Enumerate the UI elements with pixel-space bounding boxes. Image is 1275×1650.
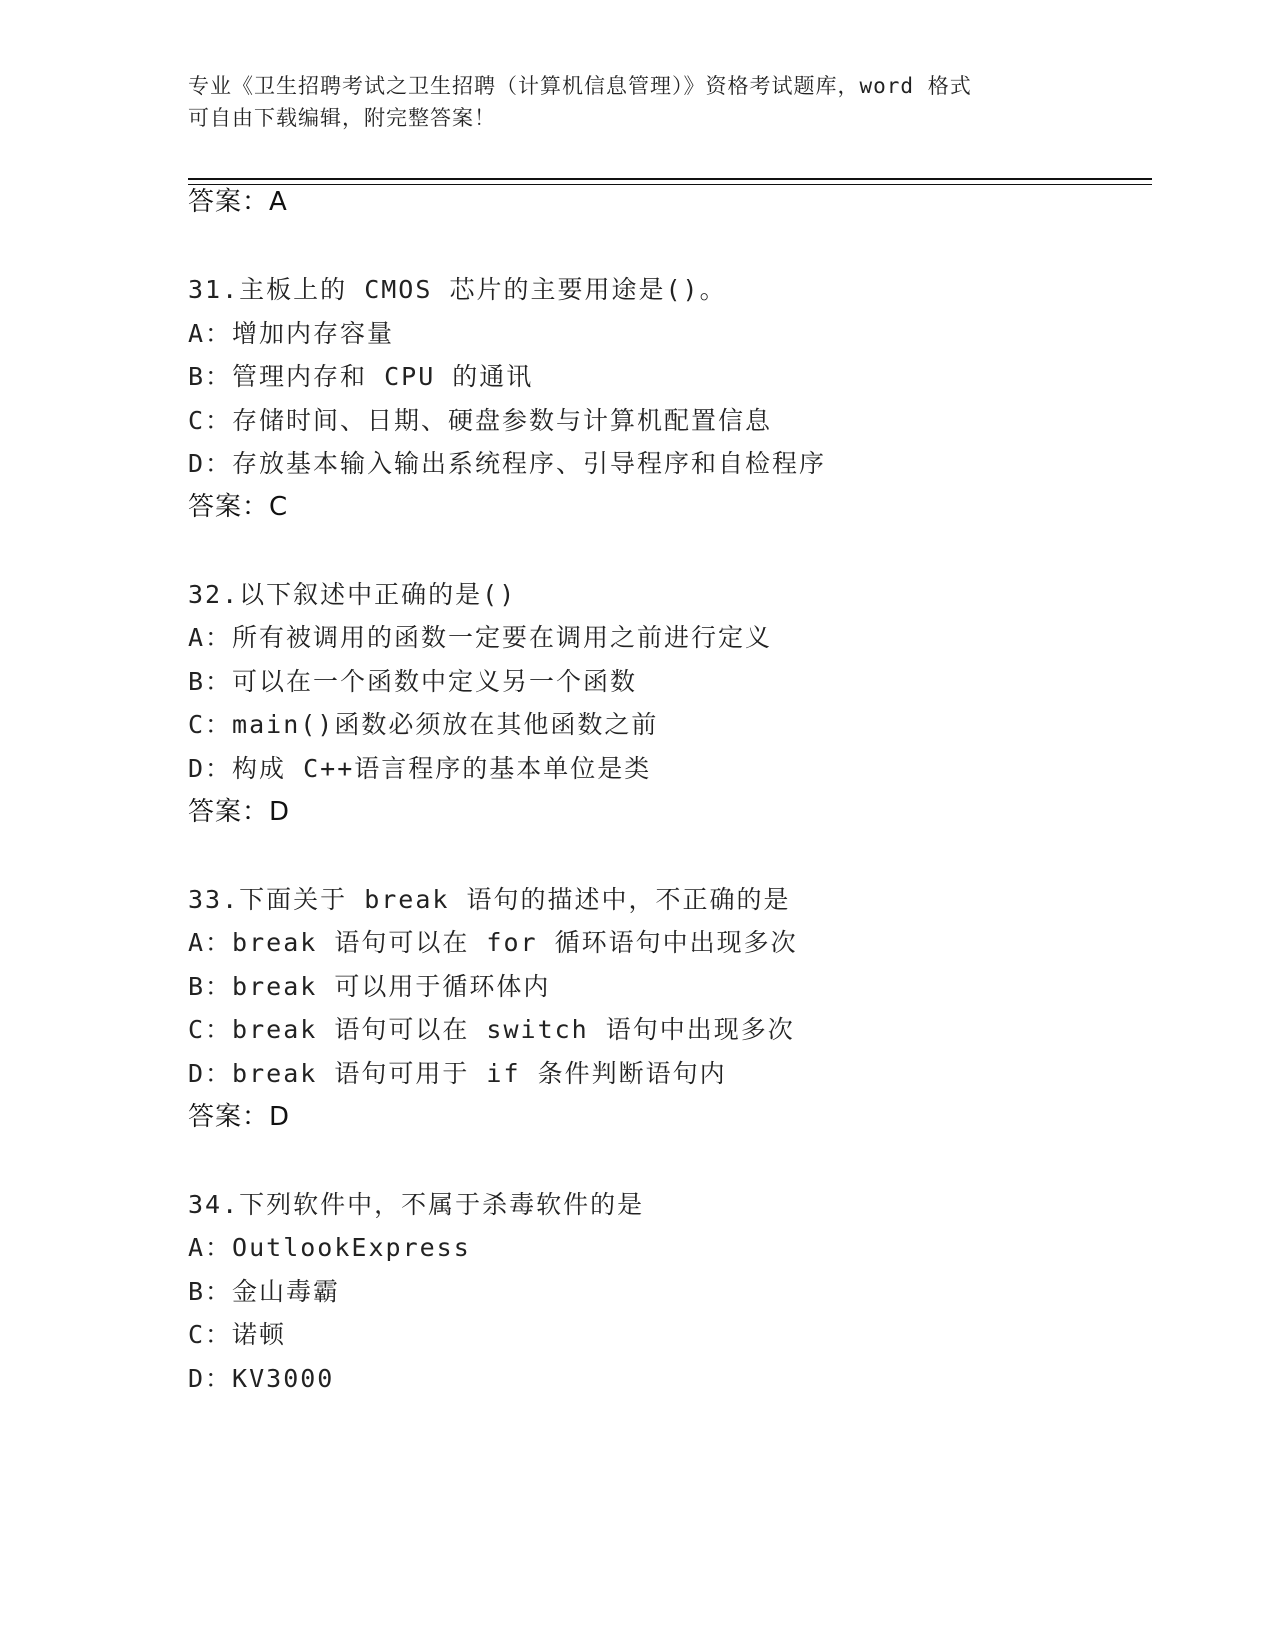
question-31-option-c: C：存储时间、日期、硬盘参数与计算机配置信息 <box>188 406 773 435</box>
question-32-option-c: C：main()函数必须放在其他函数之前 <box>188 710 659 739</box>
question-33-stem: 33.下面关于 break 语句的描述中，不正确的是 <box>188 885 791 914</box>
question-33-option-d: D：break 语句可用于 if 条件判断语句内 <box>188 1059 727 1088</box>
question-32-option-a: A：所有被调用的函数一定要在调用之前进行定义 <box>188 623 773 652</box>
question-33-option-b: B：break 可以用于循环体内 <box>188 972 551 1001</box>
question-32-stem: 32.以下叙述中正确的是() <box>188 580 517 609</box>
question-34-stem: 34.下列软件中，不属于杀毒软件的是 <box>188 1190 645 1219</box>
question-31-option-d: D：存放基本输入输出系统程序、引导程序和自检程序 <box>188 449 827 478</box>
question-31-option-a: A：增加内存容量 <box>188 319 395 348</box>
question-34-option-c: C：诺顿 <box>188 1320 287 1349</box>
question-32-option-d: D：构成 C++语言程序的基本单位是类 <box>188 754 652 783</box>
doc-header-line-2: 可自由下载编辑，附完整答案！ <box>188 106 496 130</box>
question-34-option-d: D：KV3000 <box>188 1364 335 1393</box>
question-33-option-c: C：break 语句可以在 switch 语句中出现多次 <box>188 1015 795 1044</box>
header-rule-thick <box>188 178 1152 180</box>
header-rule-thin <box>188 184 1152 185</box>
question-34-option-b: B：金山毒霸 <box>188 1277 341 1306</box>
question-34-option-a: A：OutlookExpress <box>188 1233 471 1262</box>
question-31-option-b: B：管理内存和 CPU 的通讯 <box>188 362 534 391</box>
answer-prev: 答案：A <box>188 187 288 217</box>
question-32-option-b: B：可以在一个函数中定义另一个函数 <box>188 667 638 696</box>
question-31-stem: 31.主板上的 CMOS 芯片的主要用途是()。 <box>188 275 727 304</box>
question-33-answer: 答案：D <box>188 1102 291 1132</box>
question-33-option-a: A：break 语句可以在 for 循环语句中出现多次 <box>188 928 798 957</box>
question-31-answer: 答案：C <box>188 492 289 522</box>
doc-header-line-1: 专业《卫生招聘考试之卫生招聘（计算机信息管理）》资格考试题库，word 格式 <box>188 74 972 98</box>
question-32-answer: 答案：D <box>188 797 291 827</box>
